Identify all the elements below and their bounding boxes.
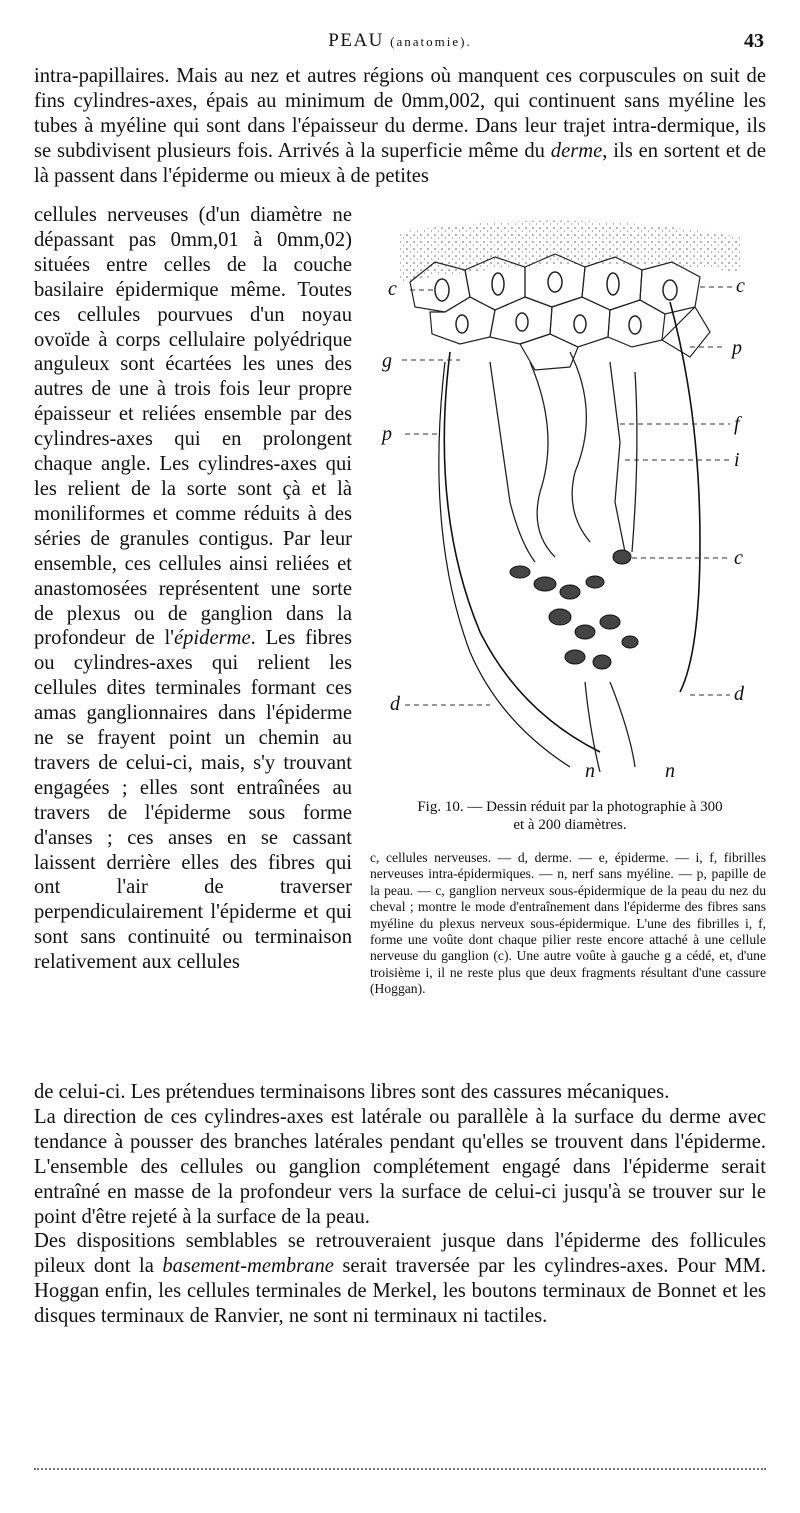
label-c-mid-right: c	[734, 547, 743, 569]
page-number: 43	[744, 30, 764, 52]
label-c-top-right: c	[736, 275, 745, 297]
nerve-fibers	[490, 352, 637, 772]
label-p-right: p	[732, 337, 742, 359]
figure-legend	[370, 850, 766, 998]
text-block-top	[34, 64, 766, 189]
caption-line-1: Fig. 10. — Dessin réduit par la photographie à 300	[417, 799, 723, 815]
figure-caption	[370, 798, 770, 834]
text-top-end: , ils en sortent et de là passent dans l'épiderme ou mieux à de petites	[34, 139, 766, 187]
label-n-right: n	[665, 760, 675, 782]
text-left-start: cellules nerveuses (d'un diamètre ne dépassant pas 0mm,01 à 0mm,02) situées entre celles de la couche basilaire épidermique même. Toutes ces cellules pourvues d'un noyau ovoïde à corps cellulaire polyédrique anguleux sont écartées les unes des autres de une à trois fois leur propre épaisseur et reliées ensemble par des cylindres-axes qui en prolongent chaque angle. Les cylindres-axes qui les relient de la sorte sont çà et là moniliformes et comme réduits à des séries de granules contigus. Par leur ensemble, ces cellules ainsi reliées et anastomosées représentent une sorte de plexus ou de ganglion dans la profondeur de l'	[34, 204, 352, 650]
left-column	[34, 203, 352, 975]
epidermis-stipple	[400, 221, 740, 282]
legend-text: c, cellules nerveuses. — d, derme. — e, épiderme. — i, f, fibrilles nerveuses intra-épidermiques. — n, nerf sans myéline. — p, papille de la peau. — c, ganglion nerveux sous-épidermique de la peau du nez du cheval ; montre le mode d'entraînement dans l'épiderme des fibres sans myéline du plexus nerveux sous-épidermique. L'une des fibrilles i, f, forme une voûte dont chaque pilier reste encore attaché à une cellule nerveuse du ganglion (c). Une autre voûte à gauche g a cédé, et, d'une troisième i, il ne reste plus que deux fragments résultant d'une cassure (Hoggan).	[370, 850, 766, 997]
text-top-start: intra-papillaires. Mais au nez et autres régions où manquent ces corpuscules on suit de fins cylindres-axes, épais au minimum de 0mm,002, qui continuent sans myéline les tubes à myéline qui sont dans l'épaisseur du derme. Dans leur trajet intra-dermique, ils se subdivisent plusieurs fois. Arrivés à la superficie même du	[34, 65, 766, 162]
ganglion-cells	[510, 550, 638, 669]
nerve-ganglion-drawing	[370, 212, 770, 782]
footer-dotted-rule	[34, 1468, 766, 1470]
figure-illustration	[370, 212, 770, 782]
text-bottom-3	[34, 1229, 766, 1329]
running-head	[0, 30, 800, 52]
text-bottom-3-end: serait traversée par les cylindres-axes. Pour MM. Hoggan enfin, les cellules terminales de Merkel, les boutons terminaux de Bonnet et les disques terminaux de Ranvier, ne sont ni terminaux ni tactiles.	[34, 1255, 766, 1328]
text-left-end: . Les fibres ou cylindres-axes qui relient les cellules dites terminales formant ces amas ganglionnaires dans l'épiderme ne se frayent point un chemin au travers de celui-ci, mais, s'y trouvant engagées ; elles sont entraînées au travers de l'épiderme sous forme d'anses ; ces anses en se cassant laissent derrière elles des fibres qui ont l'air de traverser perpendiculairement l'épiderme et qui sont sans continuité ou terminaison relativement aux cellules	[34, 627, 352, 974]
figure-labels	[380, 275, 745, 782]
leader-lines	[402, 287, 732, 705]
papilla-outline	[444, 302, 700, 752]
text-bottom-1: de celui-ci. Les prétendues terminaisons libres sont des cassures mécaniques.	[34, 1081, 670, 1103]
label-i-right: i	[734, 449, 740, 471]
label-p-left: p	[382, 423, 392, 445]
paragraphs-bottom	[34, 1080, 766, 1329]
label-g-left: g	[382, 350, 392, 372]
text-left-italic: épiderme	[173, 627, 251, 650]
label-d-right: d	[734, 683, 744, 705]
label-c-top-left: c	[388, 278, 397, 300]
label-d-left: d	[390, 693, 400, 715]
caption-line-2: et à 200 diamètres.	[513, 817, 627, 833]
page-header	[0, 30, 800, 60]
label-f-right: f	[734, 413, 740, 435]
text-top-italic: derme	[550, 139, 603, 162]
text-bottom-3-italic: basement-membrane	[162, 1255, 334, 1278]
label-n-left: n	[585, 760, 595, 782]
running-head-title: PEAU	[328, 30, 384, 51]
text-bottom-2: La direction de ces cylindres-axes est latérale ou parallèle à la surface du derme avec tendance à pousser des branches latérales pendant qu'elles se trouvent dans l'épiderme. L'ensemble des cellules ou ganglion complétement engagé dans l'épiderme serait entraîné en masse de la profondeur vers la surface de celui-ci jusqu'à se trouver sur le point d'être rejeté à la surface de la peau.	[34, 1105, 766, 1228]
text-bottom-3-start: Des dispositions semblables se retrouveraient jusque dans l'épiderme des follicules pileux dont la	[34, 1230, 766, 1278]
text-block-left	[34, 203, 352, 975]
paragraph-top	[34, 64, 766, 189]
running-head-subtitle: (anatomie).	[390, 34, 472, 49]
